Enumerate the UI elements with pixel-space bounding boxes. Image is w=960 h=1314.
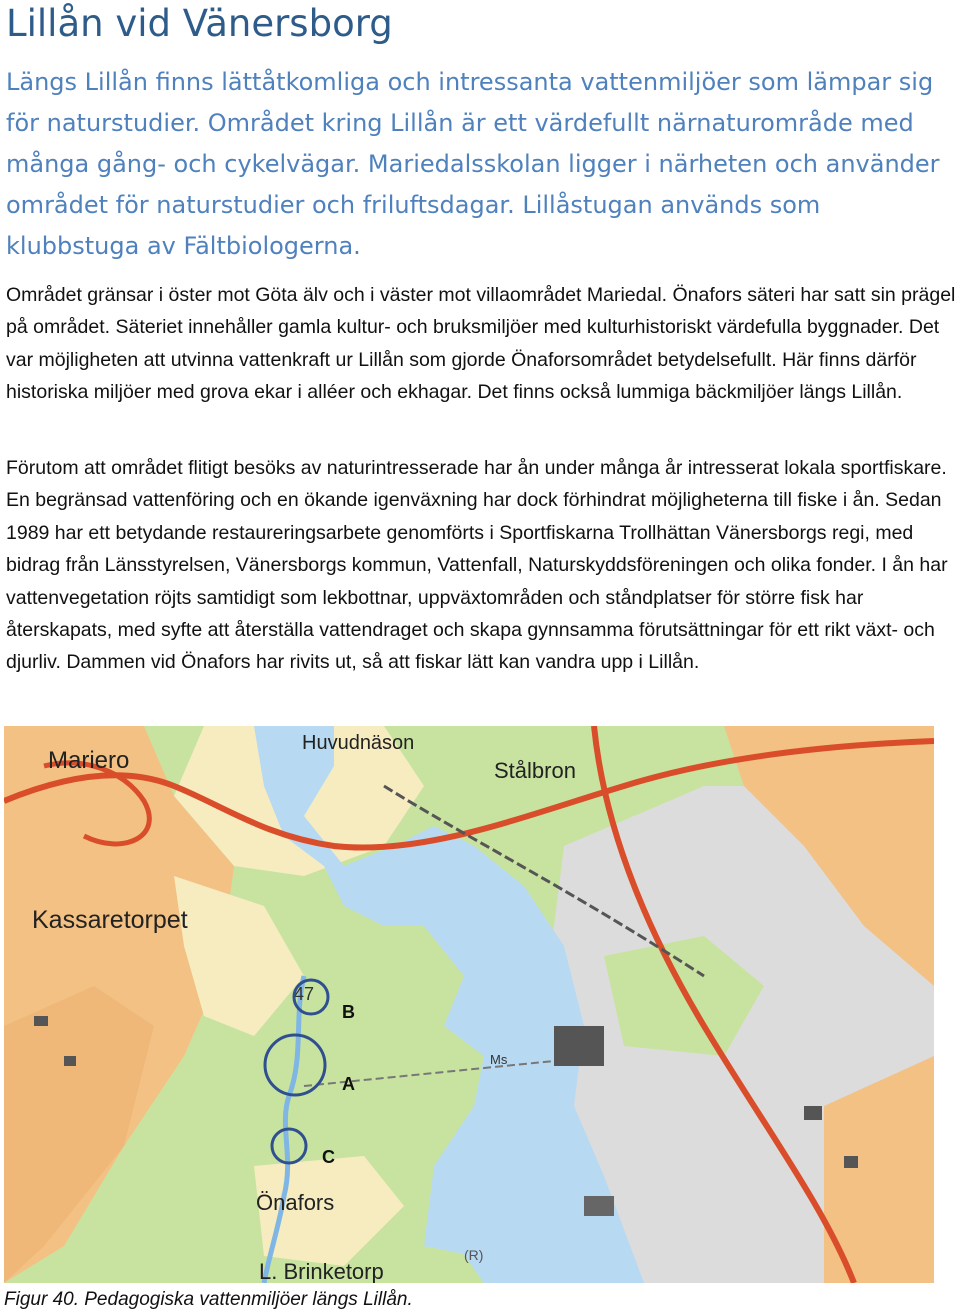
place-label-stalbron: Stålbron [494, 758, 576, 783]
map-svg [4, 726, 934, 1283]
building [584, 1196, 614, 1216]
building [804, 1106, 822, 1120]
marker-label-a: A [342, 1074, 355, 1094]
page-title: Lillån vid Vänersborg [6, 2, 393, 45]
body-paragraph-2: Förutom att området flitigt besöks av naturintresserade har ån under många år intresserat lokala sportfiskare. En begränsad vattenföring och en ökande igenväxning har dock förhindrat möjligheterna till fiske i ån. Sedan 1989 har ett betydande restaureringsarbete genomförts i Sportfiskarna Trollhättan Vänersborgs regi, med bidrag från Länsstyrelsen, Vänersborgs kommun, Vattenfall, Naturskyddsföreningen och olika fonder. I ån har vattenvegetation röjts samtidigt som lekbottnar, uppväxtområden och ståndplatser för större fisk har återskapats, med syfte att återställa vattendraget och skapa gynnsamma förutsättningar för ett rikt växt- och djurliv. Dammen vid Önafors har rivits ut, så att fiskar lätt kan vandra upp i Lillån. [6, 457, 948, 674]
place-label-kassaretorpet: Kassaretorpet [32, 906, 188, 934]
road-number-label: 47 [294, 984, 315, 1004]
body-paragraph-1: Området gränsar i öster mot Göta älv och i väster mot villaområdet Mariedal. Önafors säteri har satt sin prägel på området. Säteriet innehåller gamla kultur- och bruksmiljöer med kulturhistoriskt värdefulla byggnader. Det var möjligheten att utvinna vattenkraft ur Lillån som gjorde Önaforsområdet betydelsefullt. Här finns därför historiska miljöer med grova ekar i alléer och ekhagar. Det finns också lummiga bäckmiljöer längs Lillån. [6, 284, 956, 404]
map-symbol-ms: Ms [490, 1052, 508, 1067]
intro-paragraph: Längs Lillån finns lättåtkomliga och intressanta vattenmiljöer som lämpar sig för naturstudier. Området kring Lillån är ett värdefullt närnaturområde med många gång- och cykelvägar. Mariedalsskolan ligger i närheten och använder området för naturstudier och friluftsdagar. Lillåstugan används som klubbstuga av Fältbiologerna. [6, 68, 940, 260]
place-label-huvudnason: Huvudnäson [302, 732, 415, 754]
map-symbol-r: (R) [464, 1247, 484, 1263]
place-label-onafors: Önafors [256, 1190, 335, 1215]
building [844, 1156, 858, 1168]
factory-building [554, 1026, 604, 1066]
area-map [4, 726, 934, 1283]
marker-label-b: B [342, 1002, 355, 1022]
figure-caption: Figur 40. Pedagogiska vattenmiljöer längs Lillån. [4, 1289, 413, 1310]
marker-label-c: C [322, 1147, 335, 1167]
building [34, 1016, 48, 1026]
building [64, 1056, 76, 1066]
place-label-mariero: Mariero [48, 747, 130, 774]
place-label-brinketorp: L. Brinketorp [259, 1259, 384, 1283]
